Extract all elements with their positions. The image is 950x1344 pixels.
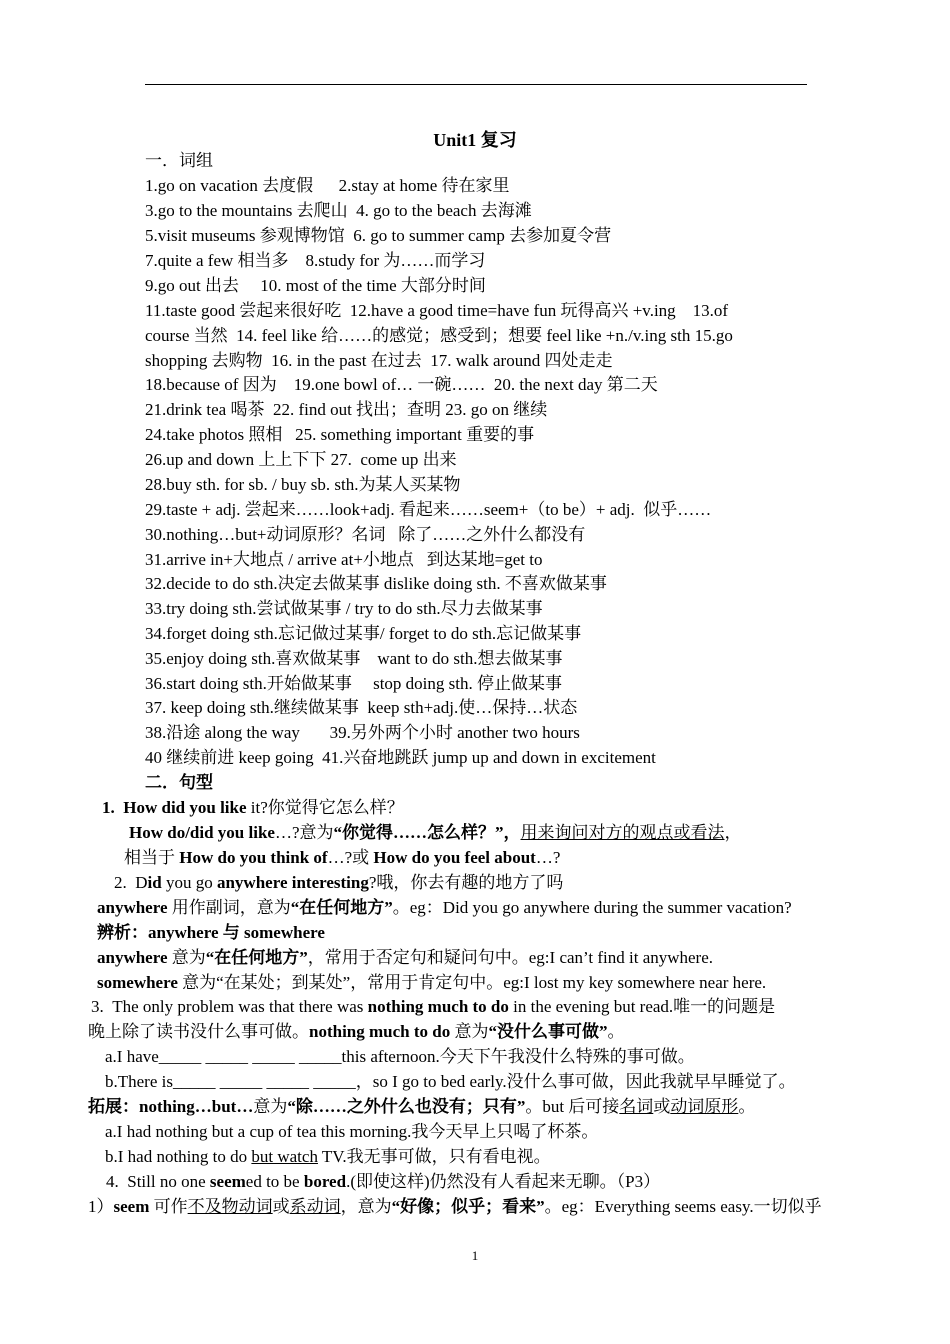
text-bold: How did you like	[123, 798, 247, 817]
text-bold: How do you feel about	[373, 848, 536, 867]
text-underlined: 名词	[619, 1097, 654, 1116]
text-bold: anywhere interesting	[216, 873, 369, 892]
example-line	[105, 1146, 551, 1168]
phrase-line: 30.nothing…but+动词原形？名词 除了……之外什么都没有	[145, 525, 586, 544]
text-bold: “好像；似乎；看来”	[391, 1197, 545, 1216]
text: 4. Still no one	[106, 1172, 210, 1191]
text-bold: anywhere	[97, 898, 168, 917]
text: in the evening but read.唯一的问题是	[508, 997, 776, 1016]
sentence-1-line	[102, 797, 404, 819]
text: you go	[161, 873, 217, 892]
text: …?	[535, 848, 561, 867]
text: 1）	[88, 1197, 114, 1216]
text-bold: “在任何地方”	[290, 898, 393, 917]
text-underlined: 系动词	[289, 1197, 341, 1216]
phrase-line: 26.up and down 上上下下 27. come up 出来	[145, 450, 457, 469]
phrase-line: 31.arrive in+大地点 / arrive at+小地点 到达某地=get to	[145, 550, 543, 569]
sentence-1-note	[124, 847, 560, 869]
phrase-line: 37. keep doing sth.继续做某事 keep sth+adj.使…保持…状态	[145, 698, 578, 717]
text-bold: 1.	[102, 798, 124, 817]
text: 或	[272, 1197, 290, 1216]
phrase-line: 36.start doing sth.开始做某事 stop doing sth. 停止做某事	[145, 674, 562, 693]
text: ed to be	[245, 1172, 304, 1191]
text-bold: How do you think of	[179, 848, 328, 867]
text-underlined: 不及物动词	[187, 1197, 273, 1216]
text: 晚上除了读书没什么事可做。	[88, 1022, 309, 1041]
sentence-4-note	[88, 1196, 822, 1218]
text: ，意为	[340, 1197, 392, 1216]
phrase-line: 34.forget doing sth.忘记做过某事/ forget to do sth.忘记做某事	[145, 624, 582, 643]
phrase-line: 29.taste + adj. 尝起来……look+adj. 看起来……seem+（to be）+ adj. 似乎……	[145, 500, 712, 519]
text-underlined: 动词原形	[670, 1097, 739, 1116]
text-bold: somewhere	[97, 973, 178, 992]
exercise-line: b.There is_____ _____ _____ _____，so I go to bed early.没什么事可做，因此我就早早睡觉了。	[105, 1072, 796, 1091]
text-bold: seem	[209, 1172, 246, 1191]
phrase-line: shopping 去购物 16. in the past 在过去 17. walk around 四处走走	[145, 351, 613, 370]
text: ?哦，你去有趣的地方了吗	[368, 873, 564, 892]
text: b.I had nothing to do	[105, 1147, 252, 1166]
sentence-2-line	[114, 872, 563, 894]
section-heading-phrases: 一．词组	[145, 151, 213, 170]
phrase-line: 11.taste good 尝起来很好吃 12.have a good time=have fun 玩得高兴 +v.ing 13.of	[145, 301, 729, 320]
phrase-line: course 当然 14. feel like 给……的感觉；感受到；想要 feel like +n./v.ing sth 15.go	[145, 326, 733, 345]
text-underlined: but watch	[251, 1147, 318, 1166]
text-bold: “除……之外什么也没有；只有”	[287, 1097, 526, 1116]
phrase-line: 9.go out 出去 10. most of the time 大部分时间	[145, 276, 486, 295]
section-heading-sentences: 二．句型	[145, 773, 213, 792]
sentence-2-note	[97, 972, 766, 994]
text: ，	[724, 823, 742, 842]
text-bold: id	[147, 873, 162, 892]
text: TV.我无事可做，只有看电视。	[317, 1147, 551, 1166]
example-line: a.I had nothing but a cup of tea this morning.我今天早上只喝了杯茶。	[105, 1122, 599, 1141]
sentence-3-note	[88, 1021, 624, 1043]
text-bold: How do/did you like	[129, 823, 275, 842]
text: 意为	[450, 1022, 489, 1041]
phrase-line: 40 继续前进 keep going 41.兴奋地跳跃 jump up and down in excitement	[145, 748, 656, 767]
text: 。eg：Everything seems easy.一切似乎	[544, 1197, 822, 1216]
text: 。but 后可接	[525, 1097, 620, 1116]
phrase-line: 35.enjoy doing sth.喜欢做某事 want to do sth.想去做某事	[145, 649, 563, 668]
phrase-line: 33.try doing sth.尝试做某事 / try to do sth.尽力去做某事	[145, 599, 543, 618]
text: …?意为	[274, 823, 334, 842]
phrase-line: 21.drink tea 喝茶 22. find out 找出；查明 23. go on 继续	[145, 400, 548, 419]
text: .(即使这样)仍然没有人看起来无聊。（P3）	[346, 1172, 661, 1191]
text-bold: “你觉得……怎么样？”，	[333, 823, 521, 842]
phrase-line: 32.decide to do sth.决定去做某事 dislike doing sth. 不喜欢做某事	[145, 574, 607, 593]
text-bold: 辨析：anywhere 与 somewhere	[97, 923, 325, 942]
text-bold: anywhere	[97, 948, 168, 967]
sentence-4-line	[106, 1171, 660, 1193]
text: 3. The only problem was that there was	[91, 997, 368, 1016]
text: 可作	[149, 1197, 188, 1216]
phrase-line: 24.take photos 照相 25. something important 重要的事	[145, 425, 535, 444]
header-rule	[145, 84, 807, 85]
text: ，常用于否定句和疑问句中。eg:I can’t find it anywhere.	[307, 948, 714, 967]
phrase-line: 3.go to the mountains 去爬山 4. go to the beach 去海滩	[145, 201, 532, 220]
text-bold: “在任何地方”	[205, 948, 308, 967]
sentence-3-line	[91, 996, 775, 1018]
text: 或	[653, 1097, 671, 1116]
text: 意为“在某处；到某处”，常用于肯定句中。eg:I lost my key somewhere near here.	[177, 973, 767, 992]
phrase-line: 18.because of 因为 19.one bowl of… 一碗…… 20. the next day 第二天	[145, 375, 658, 394]
text-bold: “没什么事可做”	[488, 1022, 608, 1041]
page-title: Unit1 复习	[433, 130, 517, 150]
text: 用作副词，意为	[167, 898, 291, 917]
page-number: 1	[471, 1248, 479, 1263]
phrase-line: 38.沿途 along the way 39.另外两个小时 another two hours	[145, 723, 580, 742]
text: it?你觉得它怎么样？	[246, 798, 404, 817]
text-bold: nothing much to do	[367, 997, 509, 1016]
text: 。	[738, 1097, 756, 1116]
sentence-2-note	[97, 947, 713, 969]
text-underlined: 用来询问对方的观点或看法	[520, 823, 725, 842]
phrase-line: 7.quite a few 相当多 8.study for 为……而学习	[145, 251, 486, 270]
text: 相当于	[124, 848, 180, 867]
text: 。eg：Did you go anywhere during the summer vacation?	[392, 898, 792, 917]
sentence-2-note	[97, 922, 325, 944]
text-bold: nothing much to do	[309, 1022, 451, 1041]
exercise-line: a.I have_____ _____ _____ _____this afternoon.今天下午我没什么特殊的事可做。	[105, 1047, 695, 1066]
text-bold: bored	[303, 1172, 347, 1191]
text: 。	[607, 1022, 625, 1041]
extension-note	[88, 1096, 755, 1118]
text-bold: 拓展：nothing…but…	[88, 1097, 254, 1116]
text: 2. D	[114, 873, 148, 892]
phrase-line: 28.buy sth. for sb. / buy sb. sth.为某人买某物	[145, 475, 461, 494]
sentence-1-note	[129, 822, 742, 844]
text: 意为	[167, 948, 206, 967]
text: 意为	[253, 1097, 288, 1116]
phrase-line: 1.go on vacation 去度假 2.stay at home 待在家里	[145, 176, 510, 195]
sentence-2-note	[97, 897, 792, 919]
phrase-line: 5.visit museums 参观博物馆 6. go to summer camp 去参加夏令营	[145, 226, 612, 245]
text: …?或	[327, 848, 374, 867]
text-bold: seem	[113, 1197, 150, 1216]
